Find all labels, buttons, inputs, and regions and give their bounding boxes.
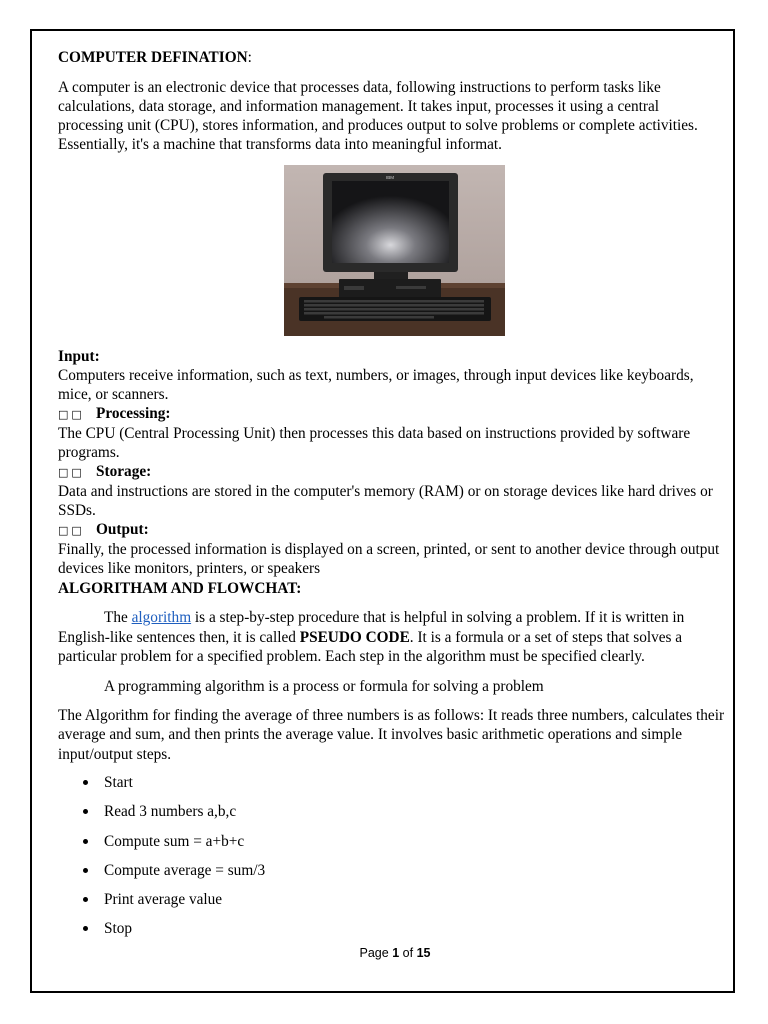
definition-paragraph: A computer is an electronic device that processes data, following instructions to perform tasks like calculations, data storage, and information management. It takes input, processes it using a central processing unit (CPU), stores information, and produces output to solve problems or complete activities. Essentially, it's a machine that transforms data into meaningful informat. — [58, 79, 698, 153]
bullet-icon — [83, 780, 88, 785]
bullet-icon — [83, 926, 88, 931]
list-item: Print average value — [58, 890, 728, 919]
document-body — [58, 48, 728, 949]
input-title: Input: — [58, 348, 100, 365]
list-item: Read 3 numbers a,b,c — [58, 802, 728, 831]
bullet-icon — [83, 839, 88, 844]
missing-glyph-icon: □□ — [58, 408, 85, 421]
definition-heading: COMPUTER DEFINATION: — [58, 49, 252, 66]
bullet-icon — [83, 809, 88, 814]
output-title-line: □□ Output: — [58, 521, 149, 538]
average-paragraph: The Algorithm for finding the average of three numbers is as follows: It reads three numbers, calculates their average and sum, and then prints the average value. It involves basic arithmetic operations and simple input/output steps. — [58, 706, 725, 763]
algorithm-heading: ALGORITHAM AND FLOWCHAT: — [58, 580, 302, 597]
bullet-icon — [83, 868, 88, 873]
input-text: Computers receive information, such as text, numbers, or images, through input devices like keyboards, mice, or scanners. — [58, 367, 694, 403]
monitor-stand — [374, 272, 408, 280]
algorithm-link[interactable]: algorithm — [131, 609, 192, 626]
missing-glyph-icon: □□ — [58, 466, 85, 479]
algorithm-steps-list — [58, 773, 728, 949]
list-item: Compute sum = a+b+c — [58, 832, 728, 861]
processing-title-line: □□ Processing: — [58, 405, 171, 422]
bullet-icon — [83, 897, 88, 902]
list-item: Stop — [58, 919, 728, 948]
computer-photo — [284, 165, 505, 336]
page-number-footer: Page 1 of 15 — [359, 946, 431, 960]
processing-text: The CPU (Central Processing Unit) then processes this data based on instructions provided by software programs. — [58, 425, 691, 461]
missing-glyph-icon: □□ — [58, 524, 85, 537]
list-item: Compute average = sum/3 — [58, 861, 728, 890]
storage-title-line: □□ Storage: — [58, 463, 152, 480]
list-item: Start — [58, 773, 728, 802]
monitor-screen — [332, 181, 449, 263]
storage-text: Data and instructions are stored in the computer's memory (RAM) or on storage devices like hard drives or SSDs. — [58, 483, 713, 519]
pseudo-code-term: PSEUDO CODE — [299, 628, 410, 646]
programming-paragraph: A programming algorithm is a process or formula for solving a problem — [104, 677, 544, 695]
monitor-logo: IBM — [385, 175, 395, 180]
output-text: Finally, the processed information is displayed on a screen, printed, or sent to another device through output devices like monitors, printers, or speakers — [58, 541, 720, 577]
algorithm-paragraph: The algorithm is a step-by-step procedure that is helpful in solving a problem. If it is written in English-like sentences then, it is called PSEUDO CODE. It is a formula or a set of steps that solves a particular problem for a specified problem. Each step in the algorithm must be specified clearly. — [58, 609, 685, 665]
